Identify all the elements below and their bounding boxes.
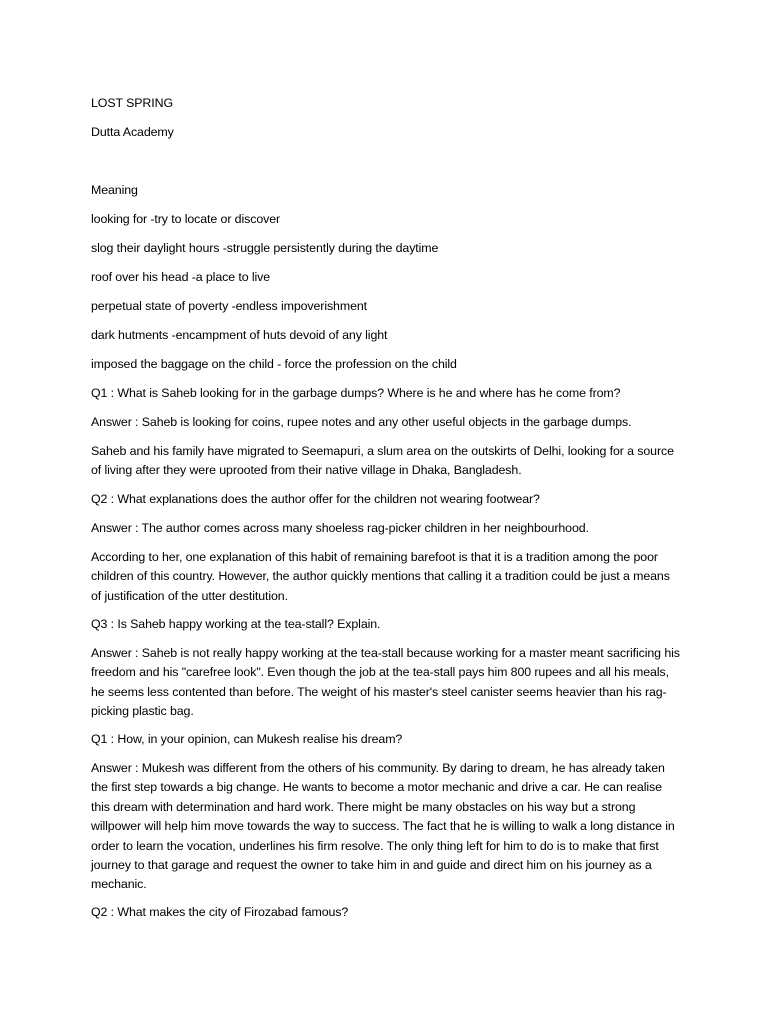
answer-3: Answer : Saheb is not really happy working at the tea-stall because working for a master meant sacrificing his freedom and his "carefree look". Even though the job at the tea-stall pays him 800 rupees and all his meals, he seems less contented than before. The weight of his master's steel canister seems heavier than his rag-picking plastic bag.: [91, 646, 680, 719]
question-firozabad: Q2 : What makes the city of Firozabad famous?: [91, 905, 349, 919]
meaning-heading: Meaning: [91, 183, 138, 197]
document-subtitle: Dutta Academy: [91, 125, 174, 139]
answer-1: Answer : Saheb is looking for coins, rupee notes and any other useful objects in the garbage dumps.: [91, 415, 632, 429]
meaning-item: perpetual state of poverty -endless impoverishment: [91, 299, 367, 313]
meaning-item: roof over his head -a place to live: [91, 270, 271, 284]
answer-2-detail: According to her, one explanation of this habit of remaining barefoot is that it is a tradition among the poor children of this country. However, the author quickly mentions that calling it a tradition could be just a means of justification of the utter destitution.: [91, 550, 670, 603]
meaning-item: imposed the baggage on the child - force the profession on the child: [91, 357, 457, 371]
answer-1-detail: Saheb and his family have migrated to Seemapuri, a slum area on the outskirts of Delhi, looking for a source of living after they were uprooted from their native village in Dhaka, Bangladesh.: [91, 444, 674, 478]
meaning-item: looking for -try to locate or discover: [91, 212, 281, 226]
meaning-item: slog their daylight hours -struggle persistently during the daytime: [91, 241, 439, 255]
question-mukesh: Q1 : How, in your opinion, can Mukesh realise his dream?: [91, 732, 403, 746]
question-3: Q3 : Is Saheb happy working at the tea-stall? Explain.: [91, 617, 381, 631]
question-2: Q2 : What explanations does the author offer for the children not wearing footwear?: [91, 492, 540, 506]
answer-mukesh: Answer : Mukesh was different from the others of his community. By daring to dream, he has already taken the first step towards a big change. He wants to become a motor mechanic and drive a car. He can realise this dream with determination and hard work. There might be many obstacles on his way but a strong willpower will help him move towards the way to success. The fact that he is willing to walk a long distance in order to learn the vocation, underlines his firm resolve. The only thing left for him to do is to make that first journey to that garage and request the owner to take him in and guide and direct him on his journey as a mechanic.: [91, 761, 675, 892]
document-title: LOST SPRING: [91, 96, 173, 110]
answer-2: Answer : The author comes across many shoeless rag-picker children in her neighbourhood.: [91, 521, 589, 535]
meaning-item: dark hutments -encampment of huts devoid of any light: [91, 328, 388, 342]
question-1: Q1 : What is Saheb looking for in the garbage dumps? Where is he and where has he come from?: [91, 386, 621, 400]
